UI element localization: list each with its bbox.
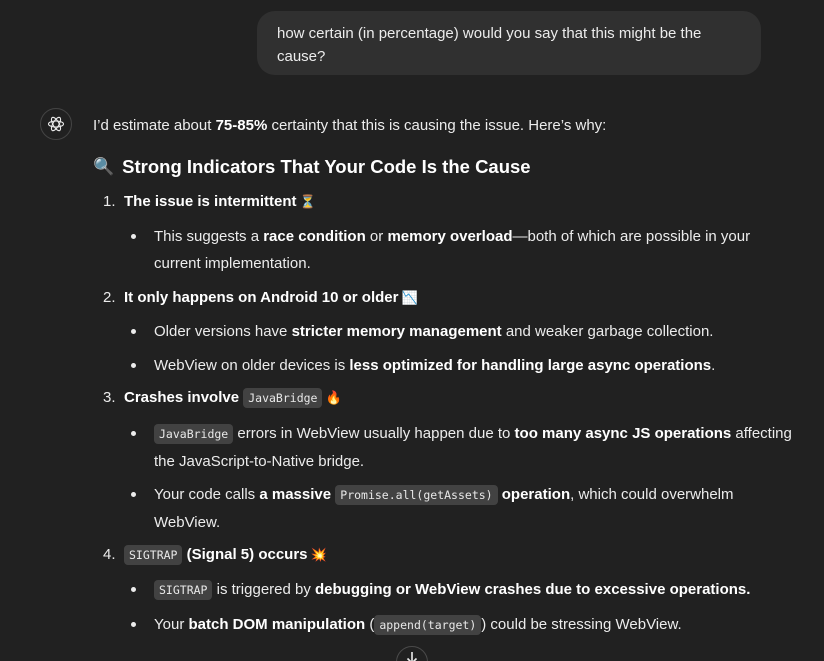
bullet-text: Your: [154, 616, 189, 633]
bullet-text: or: [365, 228, 388, 245]
bullet-text: errors in WebView usually happen due to: [233, 425, 515, 442]
inline-code: Promise.all(getAssets): [335, 485, 497, 505]
intro-paragraph: [93, 113, 793, 139]
bullet-bold: memory overload: [387, 228, 513, 245]
list-item-2: [93, 285, 793, 311]
list-item-3: [93, 385, 793, 411]
scroll-to-bottom-button[interactable]: [396, 646, 428, 661]
list-number: 2.: [103, 289, 116, 306]
list-number: 3.: [103, 389, 116, 406]
assistant-avatar: [40, 108, 72, 140]
list-item-1: [93, 189, 793, 215]
inline-code: JavaBridge: [154, 424, 233, 444]
list-bullet: [93, 611, 793, 639]
section-heading-text: Strong Indicators That Your Code Is the Cause: [122, 156, 531, 177]
list-item-4: [93, 542, 793, 568]
list-item-title: (Signal 5) occurs: [186, 546, 308, 563]
bullet-text: Your code calls: [154, 486, 260, 503]
list-bullet: [93, 481, 793, 536]
bullet-bold: less optimized for handling large async operations: [349, 357, 712, 374]
list-bullet: [93, 352, 793, 379]
bullet-bold: a massive: [259, 486, 332, 503]
list-item-title: The issue is intermittent: [124, 193, 297, 210]
bullet-bold: race condition: [263, 228, 366, 245]
collision-icon: 💥: [310, 547, 327, 562]
chart-decreasing-icon: 📉: [401, 290, 418, 305]
bullet-bold: debugging or WebView crashes due to excessive operations.: [315, 581, 751, 598]
bullet-text: ) could be stressing WebView.: [481, 616, 682, 633]
intro-text-before: I’d estimate about: [93, 117, 216, 134]
list-item-title: Crashes involve: [124, 389, 240, 406]
bullet-text: WebView on older devices is: [154, 357, 350, 374]
list-number: 4.: [103, 546, 116, 563]
list-bullet: [93, 420, 793, 475]
list-bullet: [93, 223, 793, 277]
bullet-bold: stricter memory management: [291, 323, 502, 340]
list-bullet: [93, 576, 793, 604]
fire-icon: 🔥: [325, 390, 342, 405]
list-item-title: It only happens on Android 10 or older: [124, 289, 399, 306]
inline-code: append(target): [374, 615, 481, 635]
bullet-bold: too many async JS operations: [514, 425, 732, 442]
inline-code: SIGTRAP: [124, 545, 182, 565]
list-number: 1.: [103, 193, 116, 210]
bullet-text: and weaker garbage collection.: [501, 323, 714, 340]
bullet-bold: batch DOM manipulation: [188, 616, 366, 633]
bullet-text: is triggered by: [212, 581, 316, 598]
openai-logo-icon: [46, 114, 66, 134]
bullet-text: —both of which are possible in your current implementation.: [154, 228, 751, 272]
section-heading: [93, 154, 793, 180]
inline-code: JavaBridge: [243, 388, 322, 408]
assistant-message: [93, 113, 793, 639]
hourglass-icon: ⏳: [299, 194, 316, 209]
user-message-bubble: [257, 11, 761, 75]
arrow-down-icon: [405, 651, 419, 661]
magnifier-icon: 🔍: [93, 157, 115, 176]
bullet-text: , which could overwhelm WebView.: [154, 486, 734, 531]
list-bullet: [93, 318, 793, 345]
bullet-text: This suggests a: [154, 228, 264, 245]
user-message-text: how certain (in percentage) would you say that this might be the cause?: [277, 25, 702, 65]
intro-certainty: 75-85%: [215, 117, 268, 134]
bullet-text: .: [711, 357, 716, 374]
bullet-text: affecting the JavaScript-to-Native bridge.: [154, 425, 792, 470]
bullet-text: Older versions have: [154, 323, 292, 340]
inline-code: SIGTRAP: [154, 580, 212, 600]
intro-text-after: certainty that this is causing the issue. Here’s why:: [267, 117, 607, 134]
bullet-bold: operation: [501, 486, 571, 503]
bullet-text: (: [365, 616, 375, 633]
